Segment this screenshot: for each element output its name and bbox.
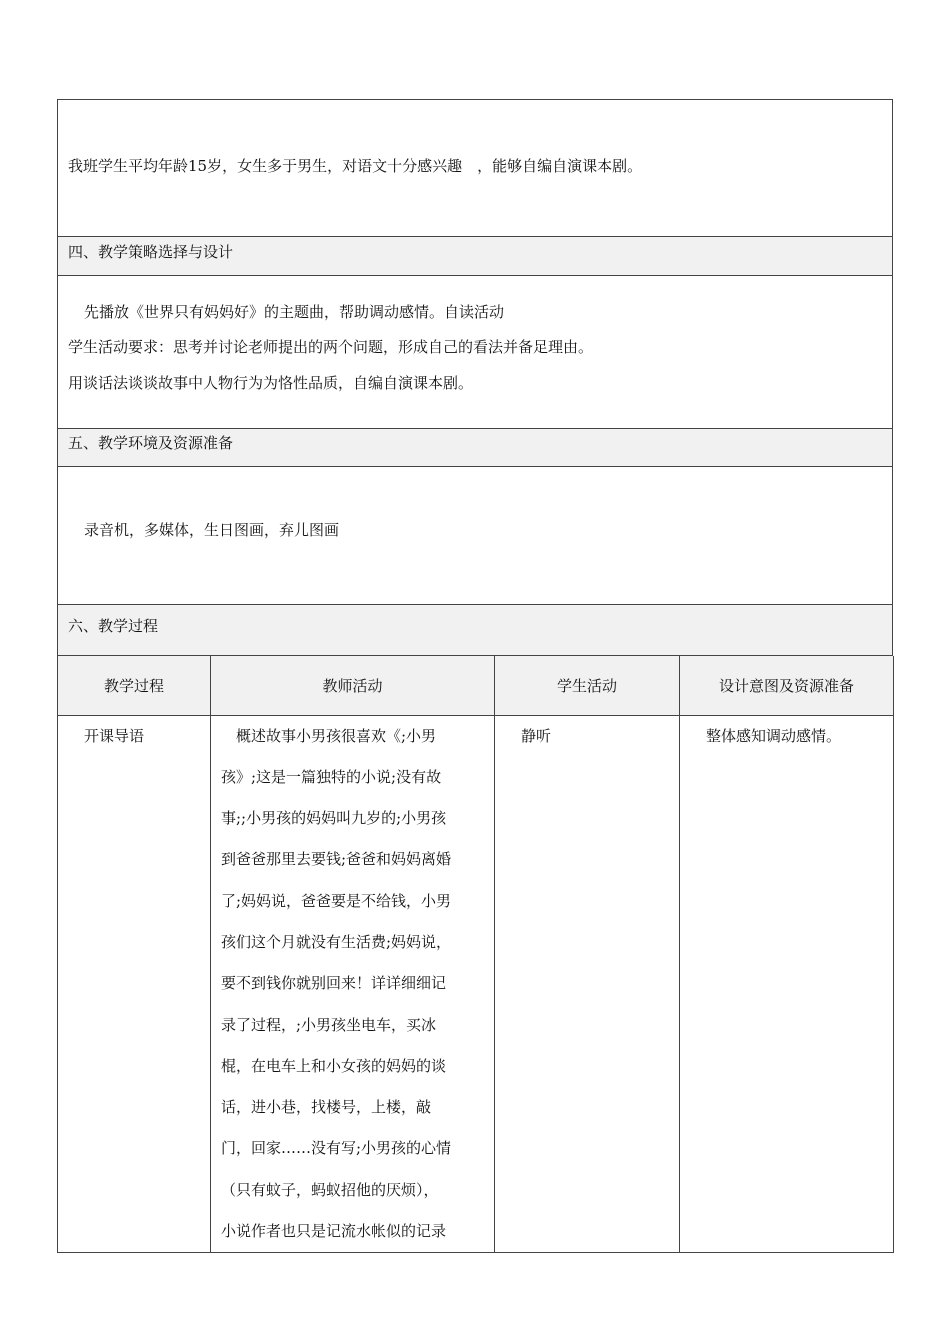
col-header-teacher: 教师活动 xyxy=(211,656,495,715)
intent-text: 整体感知调动感情。 xyxy=(706,726,842,745)
student-cell xyxy=(495,715,680,1253)
teacher-text xyxy=(221,716,482,1253)
teacher-line: 孩》;这是一篇独特的小说;没有故 xyxy=(221,767,442,786)
col-header-intent: 设计意图及资源准备 xyxy=(680,656,894,715)
col-header-student: 学生活动 xyxy=(495,656,680,715)
col-header-stage: 教学过程 xyxy=(58,656,211,715)
teacher-line: 要不到钱你就别回来！详详细细记 xyxy=(221,974,447,993)
section5-body xyxy=(57,467,893,605)
process-table-row xyxy=(58,715,894,1253)
section6-header xyxy=(57,605,893,656)
process-table xyxy=(57,656,894,1253)
teacher-line: 概述故事小男孩很喜欢《;小男 xyxy=(221,726,437,745)
section4-line-3: 用谈话法谈谈故事中人物行为为恪性品质，自编自演课本剧。 xyxy=(68,374,474,392)
teacher-line: （只有蚊子，蚂蚁招他的厌烦）， xyxy=(221,1180,439,1199)
section5-title: 五、教学环境及资源准备 xyxy=(68,434,234,452)
section4-line-1: 先播放《世界只有妈妈好》的主题曲，帮助调动感情。自读活动 xyxy=(84,303,505,321)
intent-cell xyxy=(680,715,894,1253)
section6-title: 六、教学过程 xyxy=(68,617,159,635)
teacher-line: 事;;小男孩的妈妈叫九岁的;小男孩 xyxy=(221,809,447,828)
lesson-plan-sheet xyxy=(57,99,893,1253)
teacher-line: 孩们这个月就没有生活费;妈妈说， xyxy=(221,932,452,951)
teacher-line: 棍，在电车上和小女孩的妈妈的谈 xyxy=(221,1056,447,1075)
student-analysis-box xyxy=(57,99,893,237)
teacher-line: 到爸爸那里去要钱;爸爸和妈妈离婚 xyxy=(221,850,452,869)
stage-cell xyxy=(58,715,211,1253)
teacher-line: 话，进小巷，找楼号，上楼，敲 xyxy=(221,1098,432,1117)
stage-text: 开课导语 xyxy=(84,726,145,745)
student-analysis-text: 我班学生平均年龄15岁，女生多于男生，对语文十分感兴趣 ，能够自编自演课本剧。 xyxy=(68,157,643,175)
section4-header xyxy=(57,237,893,276)
section4-body xyxy=(57,276,893,429)
process-table-header-row xyxy=(58,656,894,715)
section5-text: 录音机，多媒体，生日图画，弃儿图画 xyxy=(84,521,340,539)
section5-header xyxy=(57,429,893,467)
teacher-line: 小说作者也只是记流水帐似的记录 xyxy=(221,1222,447,1241)
teacher-line: 录了过程，;小男孩坐电车，买冰 xyxy=(221,1015,437,1034)
teacher-cell xyxy=(211,715,495,1253)
teacher-line: 门，回家……没有写;小男孩的心情 xyxy=(221,1139,452,1158)
section4-line-2: 学生活动要求：思考并讨论老师提出的两个问题，形成自己的看法并备足理由。 xyxy=(68,338,594,356)
section4-title: 四、教学策略选择与设计 xyxy=(68,243,234,261)
student-text: 静听 xyxy=(521,726,552,745)
teacher-line: 了;妈妈说，爸爸要是不给钱，小男 xyxy=(221,891,452,910)
